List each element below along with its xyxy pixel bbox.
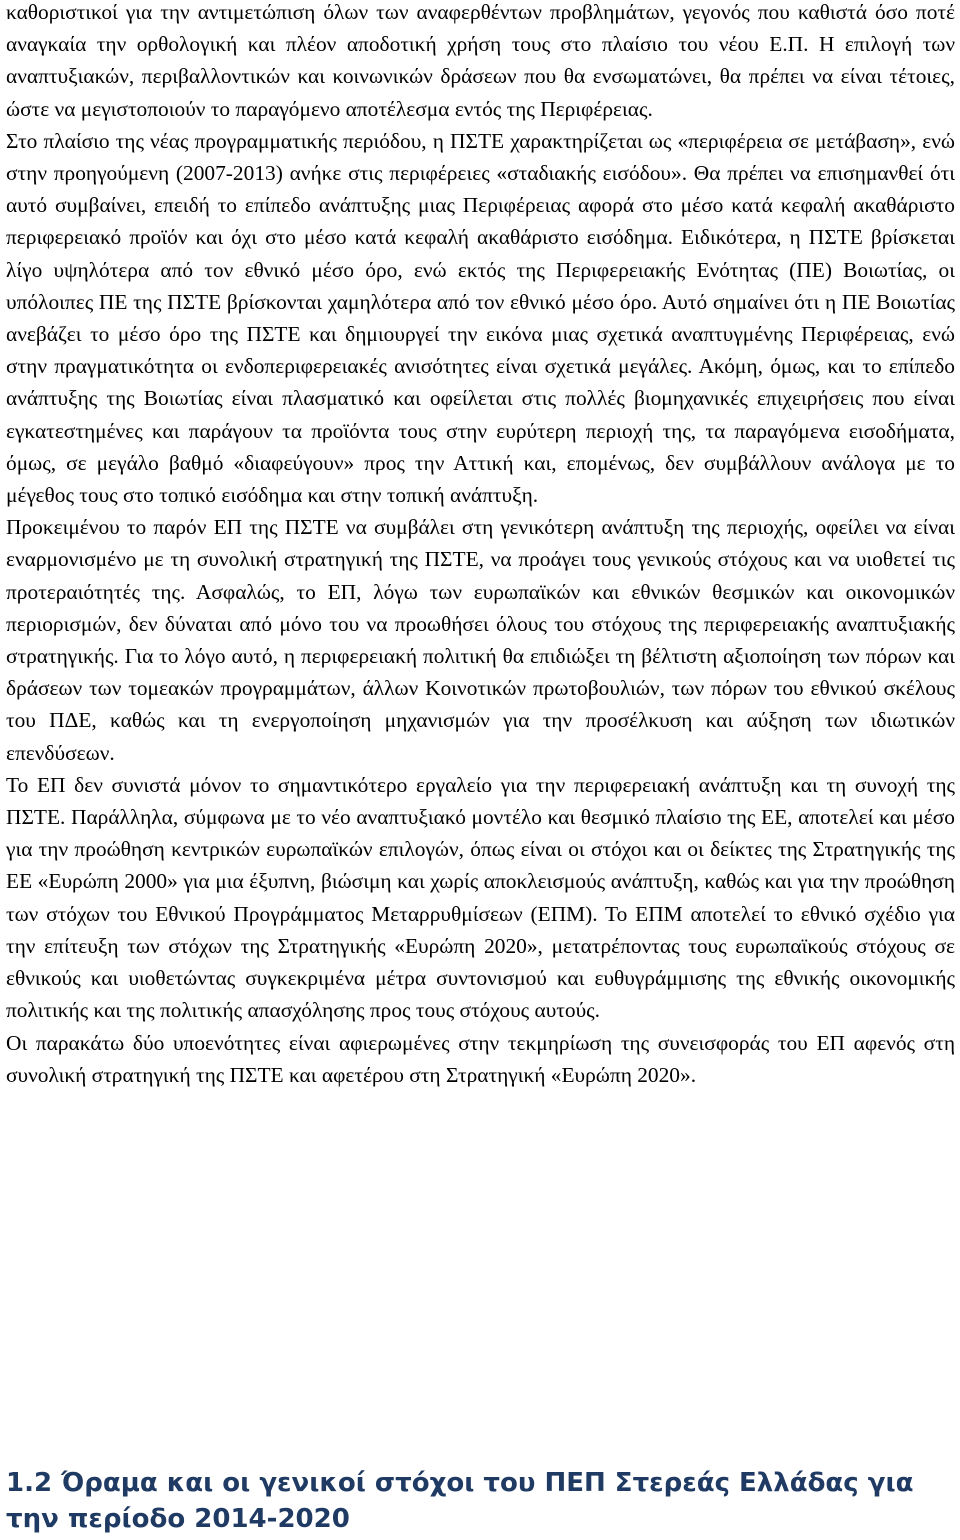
paragraph-5: Οι παρακάτω δύο υποενότητες είναι αφιερωμένες στην τεκμηρίωση της συνεισφοράς του ΕΠ αφενός στη συνολική στρατηγική της ΠΣΤΕ και αφετέρου στη Στρατηγική «Ευρώπη 2020». [6,1030,955,1087]
section-heading: 1.2 Όραμα και οι γενικοί στόχοι του ΠΕΠ Στερεάς Ελλάδας για την περίοδο 2014-2020 [6,1468,914,1534]
document-body [6,0,955,1091]
paragraph-2: Στο πλαίσιο της νέας προγραμματικής περιόδου, η ΠΣΤΕ χαρακτηρίζεται ως «περιφέρεια σε μετάβαση», ενώ στην προηγούμενη (2007-2013) ανήκε στις περιφέρειες «σταδιακής εισόδου». Θα πρέπει να επισημανθεί ότι αυτό συμβαίνει, επειδή το επίπεδο ανάπτυξης μιας Περιφέρειας αφορά στο μέσο κατά κεφαλή ακαθάριστο περιφερειακό προϊόν και όχι στο μέσο κατά κεφαλή ακαθάριστο εισόδημα. Ειδικότερα, η ΠΣΤΕ βρίσκεται λίγο υψηλότερα από τον εθνικό μέσο όρο, ενώ εκτός της Περιφερειακής Ενότητας (ΠΕ) Βοιωτίας, οι υπόλοιπες ΠΕ της ΠΣΤΕ βρίσκονται χαμηλότερα από τον εθνικό μέσο όρο. Αυτό σημαίνει ότι η ΠΕ Βοιωτίας ανεβάζει το μέσο όρο της ΠΣΤΕ και δημιουργεί την εικόνα μιας σχετικά αναπτυγμένης Περιφέρειας, ενώ στην πραγματικότητα οι ενδοπεριφερειακές ανισότητες είναι σχετικά μεγάλες. Ακόμη, όμως, και το επίπεδο ανάπτυξης της Βοιωτίας είναι πλασματικό και οφείλεται στις πολλές βιομηχανικές επιχειρήσεις που είναι εγκατεστημένες και παράγουν τα προϊόντα τους στην ευρύτερη περιοχή της, τα παραγόμενα εισοδήματα, όμως, σε μεγάλο βαθμό «διαφεύγουν» προς την Αττική και, επομένως, δεν συμβάλλουν ανάλογα με το μέγεθος τους στο τοπικό εισόδημα και στην τοπική ανάπτυξη. [6,128,955,508]
paragraph-4: Το ΕΠ δεν συνιστά μόνον το σημαντικότερο εργαλείο για την περιφερειακή ανάπτυξη και τη συνοχή της ΠΣΤΕ. Παράλληλα, σύμφωνα με το νέο αναπτυξιακό μοντέλο και θεσμικό πλαίσιο της ΕΕ, αποτελεί και μέσο για την προώθηση κεντρικών ευρωπαϊκών επιλογών, όπως είναι οι στόχοι και οι δείκτες της Στρατηγικής της ΕΕ «Ευρώπη 2000» για μια έξυπνη, βιώσιμη και χωρίς αποκλεισμούς ανάπτυξη, καθώς και για την προώθηση των στόχων του Εθνικού Προγράμματος Μεταρρυθμίσεων (ΕΠΜ). Το ΕΠΜ αποτελεί το εθνικό σχέδιο για την επίτευξη των στόχων της Στρατηγικής «Ευρώπη 2020», μετατρέποντας τους ευρωπαϊκούς στόχους σε εθνικούς και υιοθετώντας συγκεκριμένα μέτρα συντονισμού και ευθυγράμμισης της εθνικής οικονομικής πολιτικής και της πολιτικής απασχόλησης προς τους στόχους αυτούς. [6,772,955,1023]
paragraph-3: Προκειμένου το παρόν ΕΠ της ΠΣΤΕ να συμβάλει στη γενικότερη ανάπτυξη της περιοχής, οφείλει να είναι εναρμονισμένο με τη συνολική στρατηγική της ΠΣΤΕ, να προάγει τους γενικούς στόχους και να υιοθετεί τις προτεραιότητές της. Ασφαλώς, το ΕΠ, λόγω των ευρωπαϊκών και εθνικών θεσμικών και οικονομικών περιορισμών, δεν δύναται από μόνο του να προωθήσει όλους του στόχους της περιφερειακής αναπτυξιακής στρατηγικής. Για το λόγο αυτό, η περιφερειακή πολιτική θα επιδιώξει τη βέλτιστη αξιοποίηση των πόρων και δράσεων των τομεακών προγραμμάτων, άλλων Κοινοτικών πρωτοβουλιών, των πόρων του εθνικού σκέλους του ΠΔΕ, καθώς και τη ενεργοποίηση μηχανισμών για την προσέλκυση και αύξηση των ιδιωτικών επενδύσεων. [6,515,955,765]
paragraph-1: καθοριστικοί για την αντιμετώπιση όλων των αναφερθέντων προβλημάτων, γεγονός που καθιστά όσο ποτέ αναγκαία την ορθολογική και πλέον αποδοτική χρήση τους στο πλαίσιο του νέου Ε.Π. Η επιλογή των αναπτυξιακών, περιβαλλοντικών και κοινωνικών δράσεων που θα ενσωματώνει, θα πρέπει να είναι τέτοιες, ώστε να μεγιστοποιούν το παραγόμενο αποτέλεσμα εντός της Περιφέρειας. [6,0,955,121]
